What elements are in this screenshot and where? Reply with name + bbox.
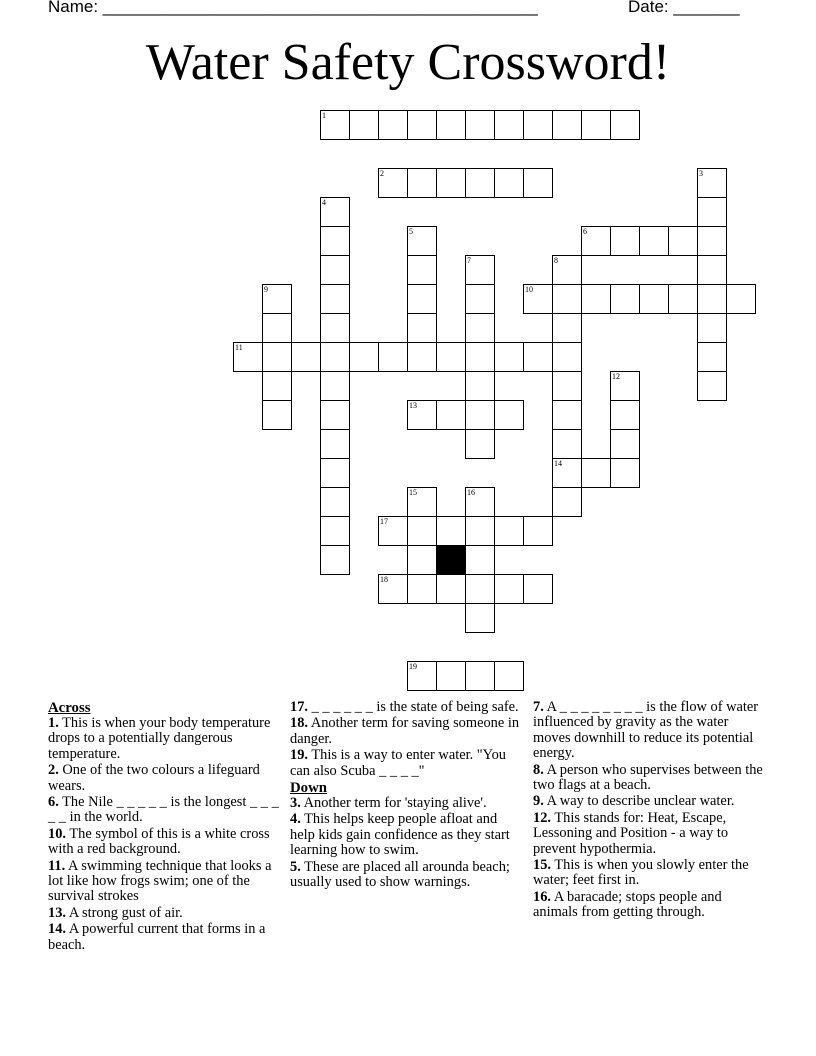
letter-cell[interactable] [320,226,350,256]
letter-cell[interactable] [697,371,727,401]
across-clue-14: 14. A powerful current that forms in a beach. [48,921,266,953]
letter-cell[interactable] [407,284,437,314]
letter-cell[interactable] [262,342,292,372]
across-clue-10: 10. The symbol of this is a white cross with a red background. [48,825,270,858]
across-clue-13: 13. A strong gust of air. [48,904,183,921]
letter-cell[interactable] [320,458,350,488]
letter-cell[interactable] [378,574,408,604]
letter-cell[interactable] [494,168,524,198]
letter-cell[interactable] [697,226,727,256]
letter-cell[interactable] [581,458,611,488]
letter-cell[interactable] [697,255,727,285]
letter-cell[interactable] [726,284,756,314]
clue-number: 13 [409,401,417,410]
letter-cell[interactable] [436,516,466,546]
letter-cell[interactable] [523,574,553,604]
clue-number: 18 [380,575,388,584]
across-clue-11: 11. A swimming technique that looks a lot like how frogs swim; one of the survival strokes [48,857,272,905]
letter-cell[interactable] [581,284,611,314]
letter-cell[interactable] [407,110,437,140]
letter-cell[interactable] [436,110,466,140]
down-clue-4: 4. This helps keep people afloat and help kids gain confidence as they start learning how to swim. [290,811,510,859]
letter-cell[interactable] [407,168,437,198]
letter-cell[interactable] [465,574,495,604]
clue-number: 10 [525,285,533,294]
letter-cell[interactable] [320,429,350,459]
letter-cell[interactable] [465,342,495,372]
clue-column-1 [48,700,286,954]
clue-number: 16 [467,488,475,497]
letter-cell[interactable] [436,400,466,430]
letter-cell[interactable] [320,545,350,575]
letter-cell[interactable] [233,342,263,372]
letter-cell[interactable] [610,429,640,459]
letter-cell[interactable] [407,574,437,604]
letter-cell[interactable] [465,255,495,285]
across-clue-1: 1. This is when your body temperature drops to a potentially dangerous temperature. [48,715,271,762]
down-clue-3: 3. Another term for 'staying alive'. [290,795,487,812]
letter-cell[interactable] [552,371,582,401]
down-clue-16: 16. A baracade; stops people and animals from getting through. [533,888,722,921]
letter-cell[interactable] [465,429,495,459]
letter-cell[interactable] [378,342,408,372]
letter-cell[interactable] [407,255,437,285]
letter-cell[interactable] [523,110,553,140]
letter-cell[interactable] [552,400,582,430]
date-field[interactable]: Date: _______ [628,0,740,16]
letter-cell[interactable] [668,284,698,314]
letter-cell[interactable] [610,284,640,314]
letter-cell[interactable] [552,110,582,140]
letter-cell[interactable] [378,516,408,546]
letter-cell[interactable] [581,226,611,256]
letter-cell[interactable] [436,661,466,691]
letter-cell[interactable] [639,226,669,256]
letter-cell[interactable] [552,284,582,314]
clue-number: 17 [380,517,388,526]
across-heading: Across [48,700,91,716]
letter-cell[interactable] [465,516,495,546]
letter-cell[interactable] [436,342,466,372]
across-clue-19: 19. This is a way to enter water. "You can also Scuba _ _ _ _" [290,747,507,779]
clue-number: 1 [322,111,326,120]
down-clue-15: 15. This is when you slowly enter the water; feet first in. [533,857,749,889]
clue-number: 2 [380,169,384,178]
letter-cell[interactable] [494,400,524,430]
letter-cell[interactable] [349,110,379,140]
across-clue-6: 6. The Nile _ _ _ _ _ is the longest _ _ _ _ _ in the world. [48,794,279,826]
letter-cell[interactable] [465,313,495,343]
letter-cell[interactable] [320,255,350,285]
letter-cell[interactable] [407,313,437,343]
clue-column-3 [533,700,765,922]
letter-cell[interactable] [320,110,350,140]
letter-cell[interactable] [407,400,437,430]
letter-cell[interactable] [610,458,640,488]
clue-number: 9 [264,285,268,294]
letter-cell[interactable] [610,226,640,256]
clue-number: 6 [583,227,587,236]
letter-cell[interactable] [407,342,437,372]
letter-cell[interactable] [523,342,553,372]
letter-cell[interactable] [610,110,640,140]
clue-number: 15 [409,488,417,497]
across-clue-2: 2. One of the two colours a lifeguard wears. [48,762,260,794]
clue-number: 3 [699,169,703,178]
down-clue-8: 8. A person who supervises between the two flags at a beach. [533,761,763,794]
letter-cell[interactable] [697,313,727,343]
letter-cell[interactable] [465,487,495,517]
down-clue-9: 9. A way to describe unclear water. [533,793,735,810]
letter-cell[interactable] [320,342,350,372]
letter-cell[interactable] [291,342,321,372]
letter-cell[interactable] [262,400,292,430]
letter-cell[interactable] [465,545,495,575]
letter-cell[interactable] [494,574,524,604]
clue-number: 12 [612,372,620,381]
clue-number: 7 [467,256,471,265]
clue-number: 5 [409,227,413,236]
letter-cell[interactable] [262,371,292,401]
letter-cell[interactable] [494,661,524,691]
clue-number: 4 [322,198,326,207]
letter-cell[interactable] [320,487,350,517]
letter-cell[interactable] [378,168,408,198]
letter-cell[interactable] [552,458,582,488]
letter-cell[interactable] [552,342,582,372]
letter-cell[interactable] [320,284,350,314]
letter-cell[interactable] [465,168,495,198]
letter-cell[interactable] [378,110,408,140]
letter-cell[interactable] [494,342,524,372]
letter-cell[interactable] [320,371,350,401]
clue-number: 8 [554,256,558,265]
letter-cell[interactable] [552,487,582,517]
letter-cell[interactable] [407,516,437,546]
letter-cell[interactable] [610,371,640,401]
letter-cell[interactable] [436,168,466,198]
letter-cell[interactable] [494,516,524,546]
letter-cell[interactable] [523,284,553,314]
name-field[interactable]: Name: ______________________________________________ [48,0,538,16]
clue-number: 11 [235,343,243,352]
black-cell [436,545,466,575]
letter-cell[interactable] [465,284,495,314]
clue-number: 14 [554,459,562,468]
letter-cell[interactable] [494,110,524,140]
letter-cell[interactable] [639,284,669,314]
letter-cell[interactable] [523,168,553,198]
letter-cell[interactable] [552,313,582,343]
letter-cell[interactable] [320,197,350,227]
letter-cell[interactable] [465,661,495,691]
letter-cell[interactable] [465,603,495,633]
letter-cell[interactable] [320,400,350,430]
letter-cell[interactable] [407,661,437,691]
letter-cell[interactable] [407,545,437,575]
letter-cell[interactable] [581,110,611,140]
letter-cell[interactable] [697,284,727,314]
letter-cell[interactable] [697,342,727,372]
letter-cell[interactable] [407,487,437,517]
letter-cell[interactable] [465,371,495,401]
clue-column-2 [290,700,522,891]
letter-cell[interactable] [436,574,466,604]
letter-cell[interactable] [349,342,379,372]
letter-cell[interactable] [407,226,437,256]
letter-cell[interactable] [262,284,292,314]
letter-cell[interactable] [523,516,553,546]
letter-cell[interactable] [668,226,698,256]
letter-cell[interactable] [610,400,640,430]
page-title: Water Safety Crossword! [145,34,671,91]
letter-cell[interactable] [697,197,727,227]
down-heading: Down [290,780,327,797]
letter-cell[interactable] [465,400,495,430]
letter-cell[interactable] [552,255,582,285]
letter-cell[interactable] [320,516,350,546]
letter-cell[interactable] [552,429,582,459]
down-clue-12: 12. This stands for: Heat, Escape, Lessoning and Position - a way to prevent hypothermia. [533,809,729,857]
down-clue-7: 7. A _ _ _ _ _ _ _ _ is the flow of water influenced by gravity as the water moves downhill to reduce its potential energy. [533,699,759,762]
letter-cell[interactable] [465,110,495,140]
clue-number: 19 [409,662,417,671]
letter-cell[interactable] [262,313,292,343]
across-clue-17: 17. _ _ _ _ _ _ is the state of being safe. [290,699,519,715]
letter-cell[interactable] [320,313,350,343]
letter-cell[interactable] [697,168,727,198]
across-clue-18: 18. Another term for saving someone in danger. [290,715,520,747]
down-clue-5: 5. These are placed all arounda beach; usually used to show warnings. [290,858,510,891]
